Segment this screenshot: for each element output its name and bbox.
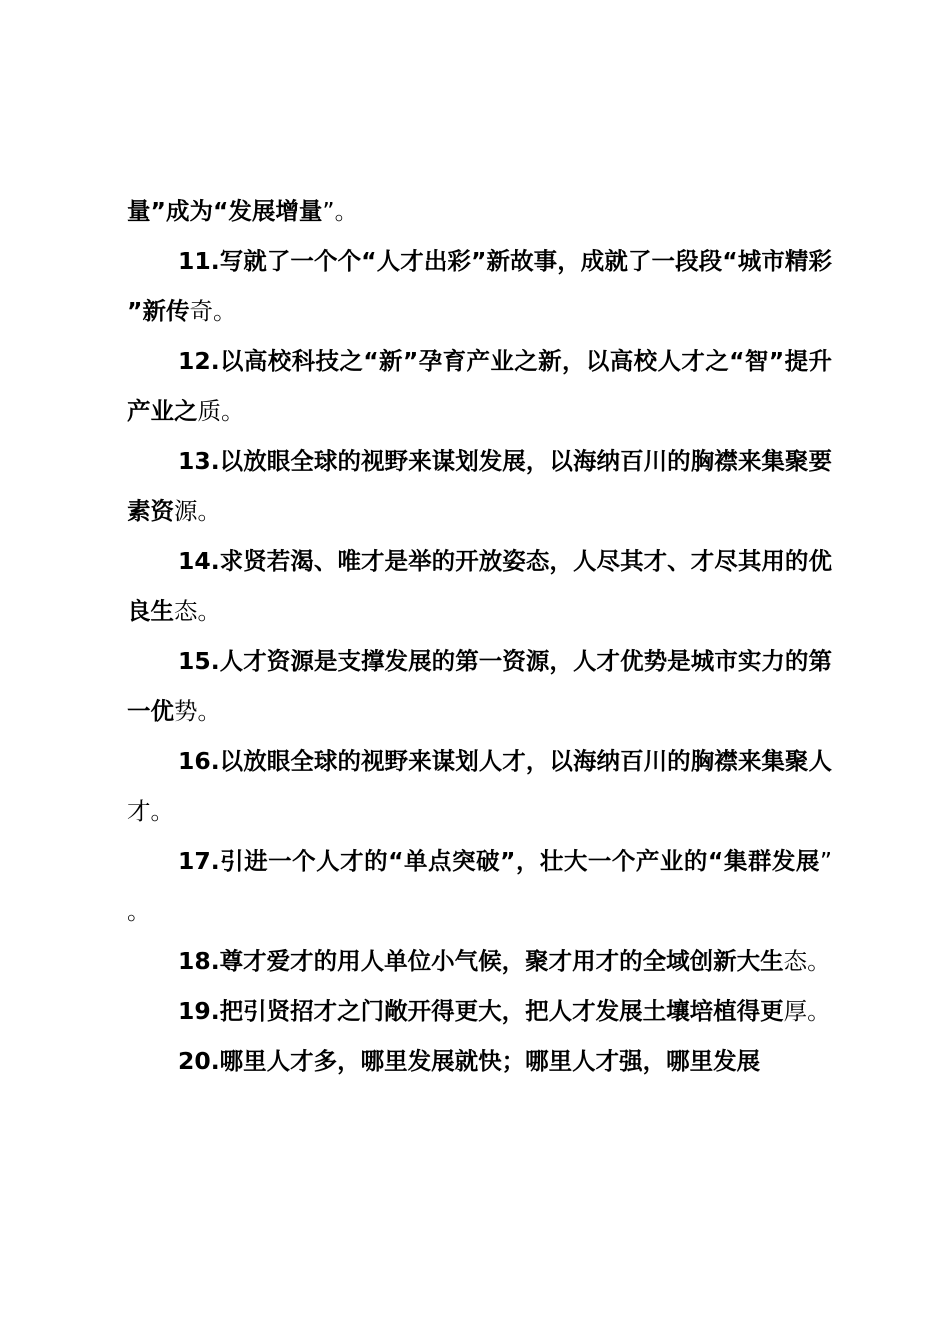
paragraph-tail-text: 厚。 [783,997,831,1025]
paragraph-item-12 [127,336,832,436]
paragraph-tail-text: 奇。 [189,297,237,325]
paragraph-item-16 [127,736,832,836]
paragraph-tail-text: ”。 [127,847,832,925]
paragraph-tail-text: 源。 [174,497,221,525]
paragraph-tail-text: 才。 [127,797,174,825]
paragraph-item-19 [127,986,832,1036]
paragraph-item-14 [127,536,832,636]
paragraph-item-17 [127,836,832,936]
paragraph-tail-text: 态。 [174,597,221,625]
document-body [127,186,832,1086]
paragraph-item-20 [127,1036,832,1086]
paragraph-bold-text: 15.人才资源是支撑发展的第一资源，人才优势是城市实力的第一优 [127,647,832,725]
paragraph-bold-text: 18.尊才爱才的用人单位小气候，聚才用才的全域创新大生 [178,947,784,975]
paragraph-item-13 [127,436,832,536]
paragraph-tail-text: 态。 [783,947,831,975]
paragraph-item-15 [127,636,832,736]
paragraph-tail-text: 势。 [174,697,221,725]
paragraph-tail-text: 质。 [197,397,245,425]
paragraph-bold-text: 13.以放眼全球的视野来谋划发展，以海纳百川的胸襟来集聚要素资 [127,447,832,525]
paragraph-bold-text: 16.以放眼全球的视野来谋划人才，以海纳百川的胸襟来集聚人 [178,747,832,775]
paragraph-bold-text: 11.写就了一个个“人才出彩”新故事，成就了一段段“城市精彩”新传 [127,247,832,325]
paragraph-bold-text: 14.求贤若渴、唯才是举的开放姿态，人尽其才、才尽其用的优良生 [127,547,832,625]
paragraph-item-18 [127,936,832,986]
paragraph-bold-text: 量”成为“发展增量 [127,197,323,225]
paragraph-bold-text: 20.哪里人才多，哪里发展就快；哪里人才强，哪里发展 [178,1047,761,1075]
paragraph-bold-text: 19.把引贤招才之门敞开得更大，把人才发展土壤培植得更 [178,997,784,1025]
paragraph-tail-text: ”。 [322,197,359,225]
paragraph-bold-text: 12.以高校科技之“新”孕育产业之新，以高校人才之“智”提升产业之 [127,347,832,425]
paragraph-item-11 [127,236,832,336]
paragraph-continuation [127,186,832,236]
paragraph-bold-text: 17.引进一个人才的“单点突破”，壮大一个产业的“集群发展 [178,847,820,875]
